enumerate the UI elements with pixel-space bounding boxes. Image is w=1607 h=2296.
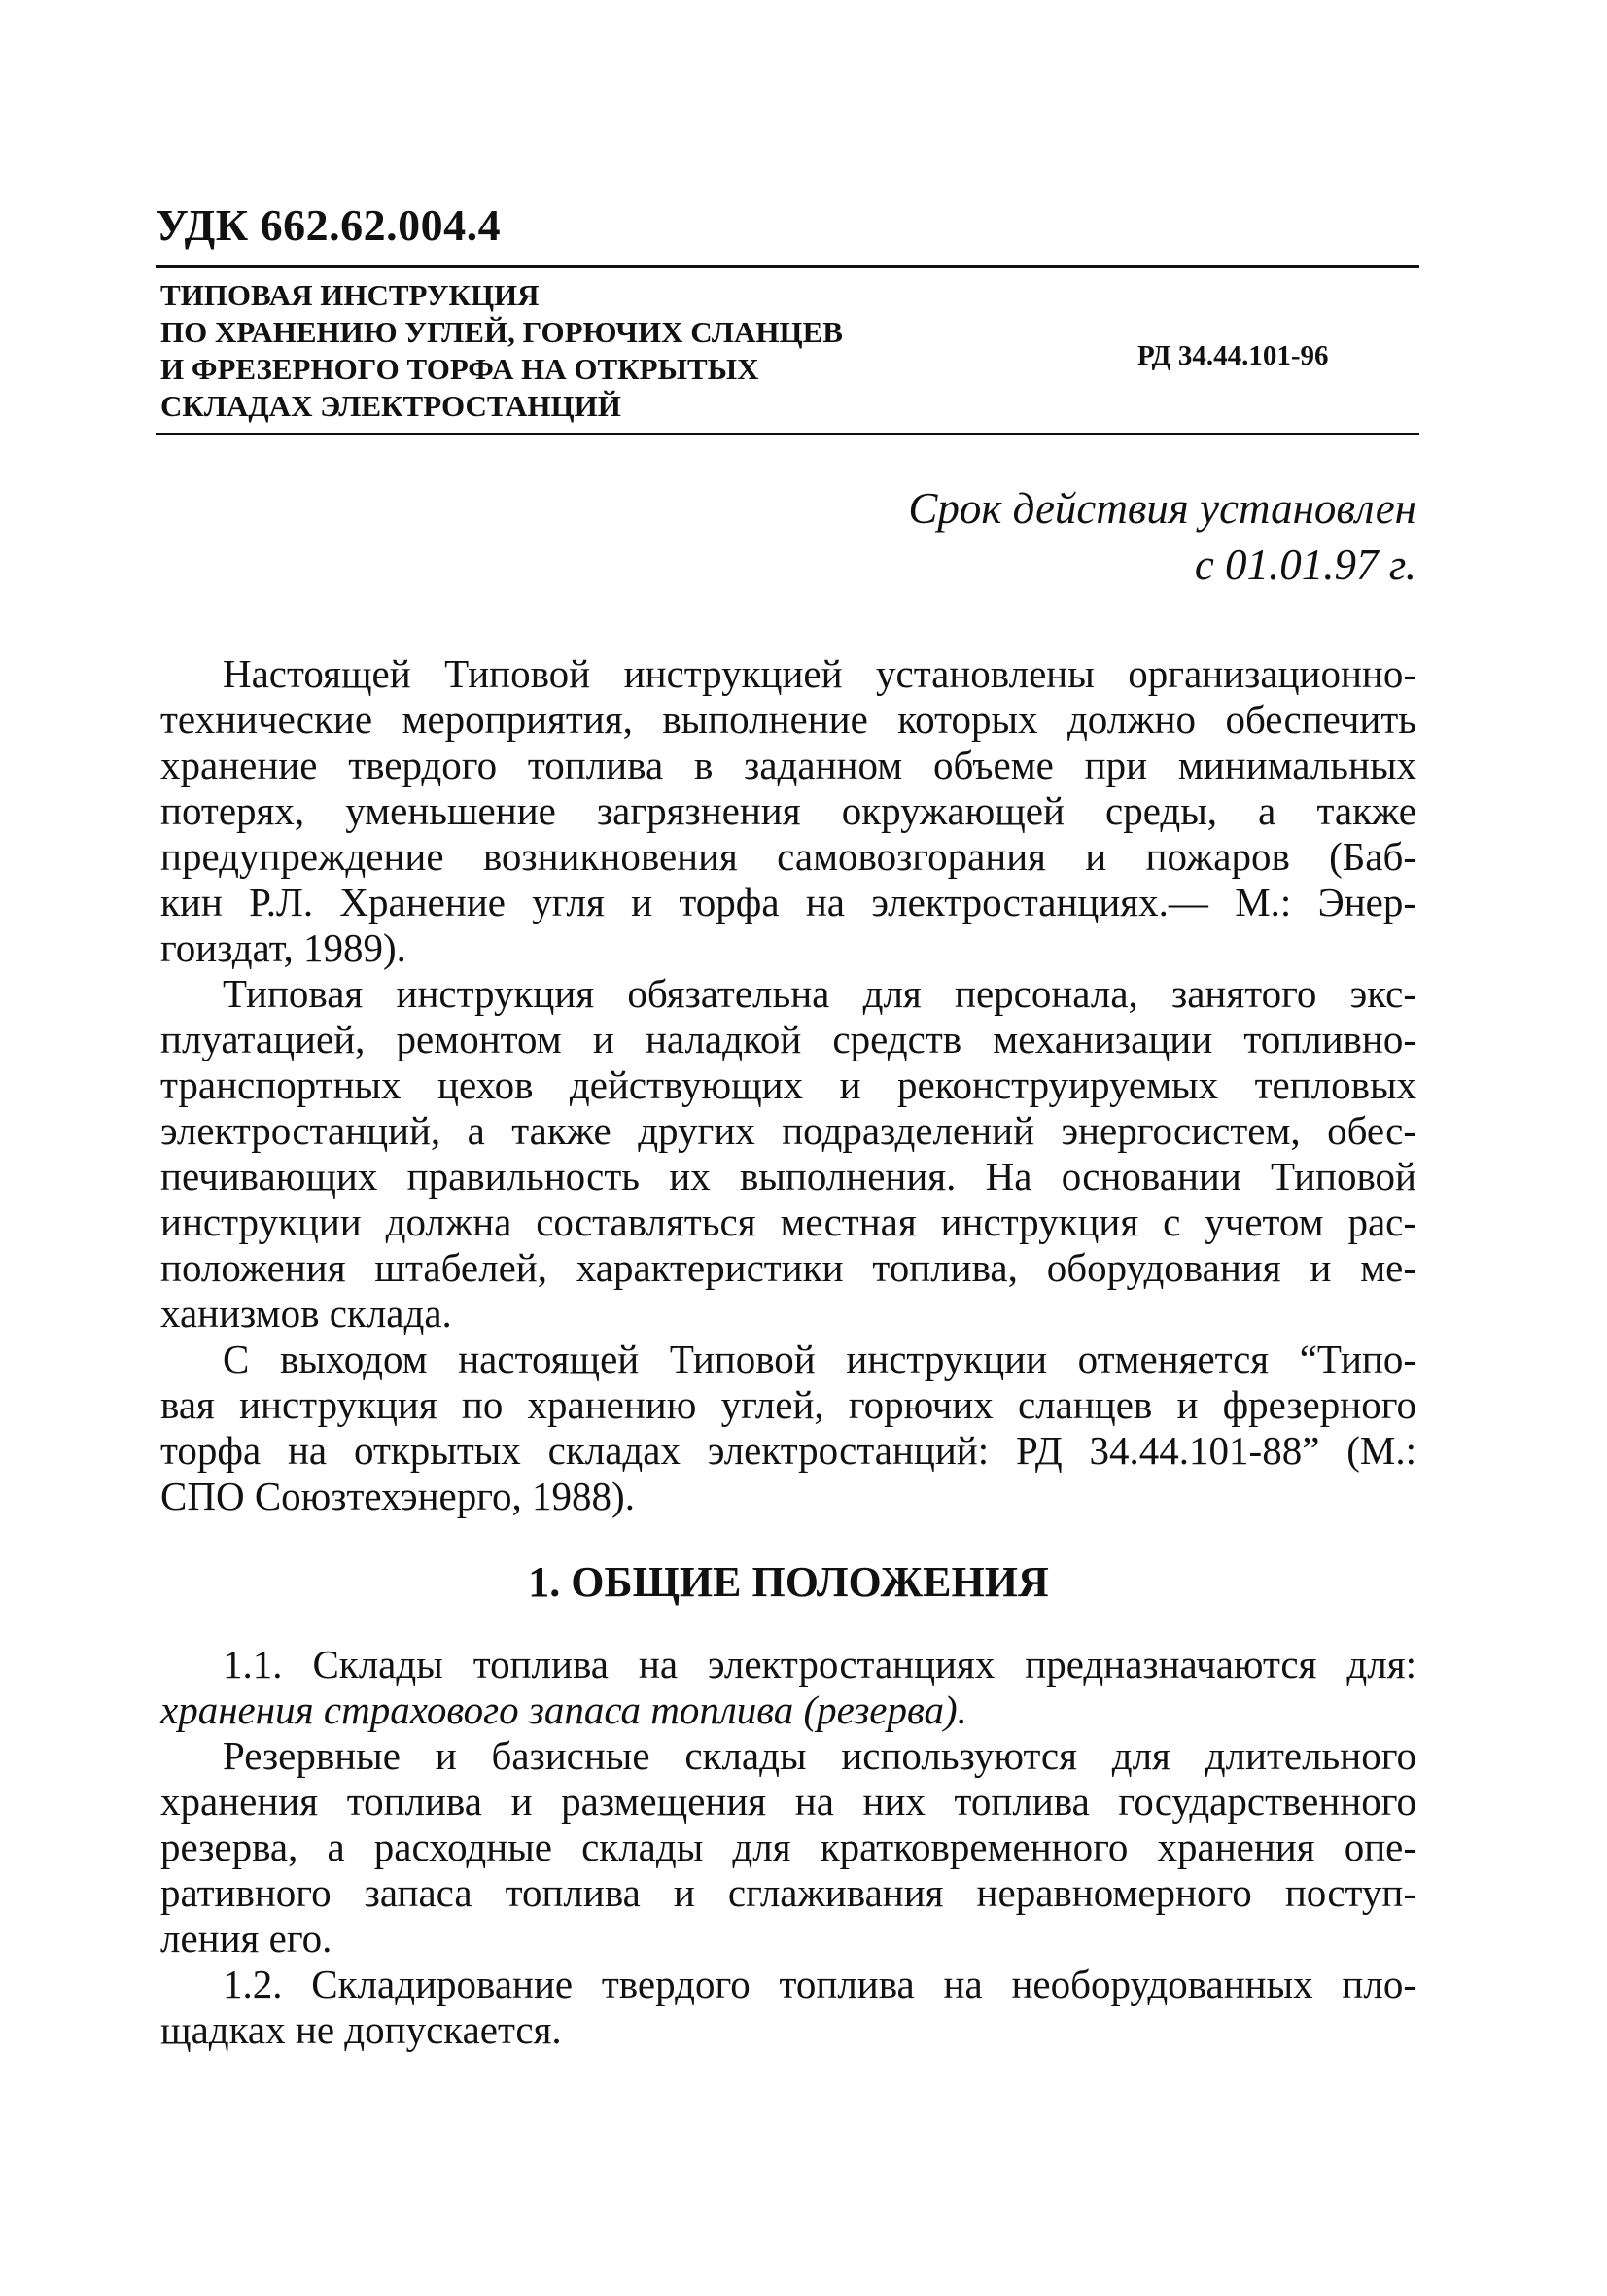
text-line: кин Р.Л. Хранение угля и торфа на электростанциях.— М.: Энер- [160,880,1416,924]
document-title [160,277,996,425]
title-line: СКЛАДАХ ЭЛЕКТРОСТАНЦИЙ [160,389,621,423]
text-line: 1.2. Складирование твердого топлива на необорудованных пло- [223,1962,1416,2006]
text-line: хранения топлива и размещения на них топлива государственного [160,1779,1416,1824]
intro-paragraph-3 [160,1337,1416,1519]
text-line: 1.1. Склады топлива на электростанциях предназначаются для: [223,1642,1416,1687]
reserve-paragraph [160,1733,1416,1962]
intro-paragraph-2 [160,971,1416,1337]
text-line: резерва, а расходные склады для кратковременного хранения опе- [160,1825,1416,1869]
document-body [160,651,1416,2053]
text-line: инструкции должна составляться местная инструкция с учетом рас- [160,1200,1416,1244]
text-line: транспортных цехов действующих и реконструируемых тепловых [160,1062,1416,1107]
text-line: электростанций, а также других подразделений энергосистем, обес- [160,1108,1416,1153]
text-line: торфа на открытых складах электростанций: РД 34.44.101-88” (М.: [160,1428,1416,1473]
clause-1-1 [160,1642,1416,1733]
text-line-italic: хранения страхового запаса топлива (резерва). [160,1687,967,1732]
text-line: Настоящей Типовой инструкцией установлены организационно- [223,651,1416,696]
validity-date: с 01.01.97 г. [1194,540,1416,589]
text-line: предупреждение возникновения самовозгорания и пожаров (Баб- [160,834,1416,879]
header-top-rule [156,265,1419,268]
text-line: гоиздат, 1989). [160,925,406,970]
text-line: щадках не допускается. [160,2007,562,2052]
text-line: хранение твердого топлива в заданном объеме при минимальных [160,743,1416,787]
text-line: вая инструкция по хранению углей, горючих сланцев и фрезерного [160,1382,1416,1427]
intro-paragraph-1 [160,651,1416,971]
text-line: плуатацией, ремонтом и наладкой средств механизации топливно- [160,1017,1416,1061]
title-line: ТИПОВАЯ ИНСТРУКЦИЯ [160,278,540,312]
text-line: положения штабелей, характеристики топлива, оборудования и ме- [160,1245,1416,1290]
text-line: С выходом настоящей Типовой инструкции отменяется “Типо- [223,1337,1416,1381]
header-bottom-rule [156,433,1419,435]
text-line: Типовая инструкция обязательна для персонала, занятого экс- [223,971,1416,1016]
text-line: ративного запаса топлива и сглаживания неравномерного поступ- [160,1870,1416,1915]
clause-1-2 [160,1962,1416,2053]
validity-note [908,480,1416,593]
udk-code: УДК 662.62.004.4 [156,200,502,250]
section-heading: 1. ОБЩИЕ ПОЛОЖЕНИЯ [528,1558,1049,1606]
validity-line: Срок действия установлен [908,484,1416,533]
text-line: ханизмов склада. [160,1291,452,1336]
text-line: Резервные и базисные склады используются для длительного [223,1733,1416,1778]
text-line: ления его. [160,1916,332,1961]
title-line: И ФРЕЗЕРНОГО ТОРФА НА ОТКРЫТЫХ [160,352,759,386]
document-number: РД 34.44.101-96 [1137,340,1329,371]
text-line: печивающих правильность их выполнения. На основании Типовой [160,1154,1416,1199]
text-line: потерях, уменьшение загрязнения окружающей среды, а также [160,788,1416,833]
text-line: технические мероприятия, выполнение которых должно обеспечить [160,697,1416,742]
title-line: ПО ХРАНЕНИЮ УГЛЕЙ, ГОРЮЧИХ СЛАНЦЕВ [160,315,843,349]
text-line: СПО Союзтехэнерго, 1988). [160,1474,635,1518]
